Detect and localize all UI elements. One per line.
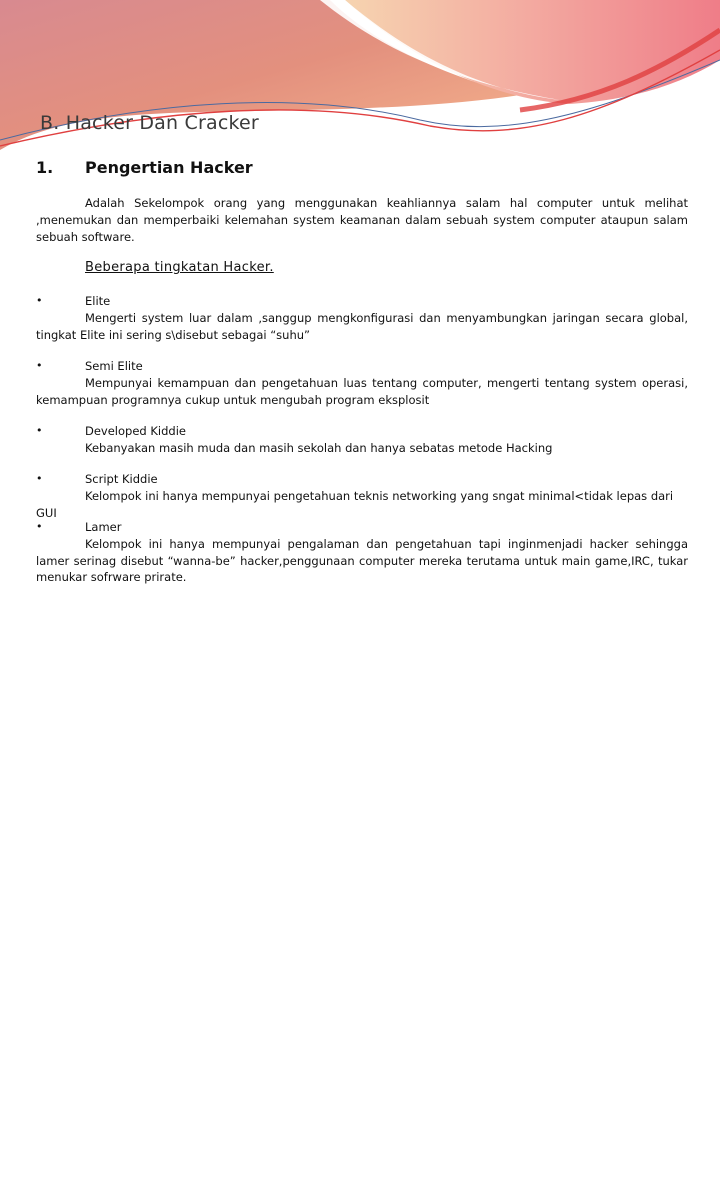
bullet-icon: •: [36, 424, 43, 437]
level-title: Lamer: [85, 520, 122, 534]
intro-paragraph: Adalah Sekelompok orang yang menggunakan keahliannya salam hal computer untuk melihat ,menemukan dan memperbaiki kelemahan system keamanan dalam sebuah system computer ataupun salam sebuah software.: [36, 196, 688, 244]
heading-text: Pengertian Hacker: [85, 158, 253, 177]
levels-heading: Beberapa tingkatan Hacker.: [85, 260, 274, 275]
level-title: Elite: [85, 294, 111, 308]
level-description: Kebanyakan masih muda dan masih sekolah dan hanya sebatas metode Hacking: [85, 440, 553, 455]
level-title: Script Kiddie: [85, 472, 158, 486]
level-description: Kelompok ini hanya mempunyai pengalaman dan pengetahuan tapi inginmenjadi hacker sehingga lamer serinag disebut “wanna-be” hacker,penggunaan computer mereka terutama untuk main game,IRC, tukar menukar sofrware prirate.: [36, 536, 688, 585]
level-description: Mempunyai kemampuan dan pengetahuan luas tentang computer, mengerti tentang system operasi, kemampuan programnya cukup untuk mengubah program eksplosit: [36, 375, 688, 407]
level-title: Semi Elite: [85, 359, 143, 373]
level-description: Kelompok ini hanya mempunyai pengetahuan teknis networking yang sngat minimal<tidak lepas dari GUI: [36, 488, 674, 520]
bullet-icon: •: [36, 520, 43, 533]
level-title: Developed Kiddie: [85, 424, 186, 438]
section-title: B. Hacker Dan Cracker: [40, 112, 259, 134]
level-description: Mengerti system luar dalam ,sanggup mengkonfigurasi dan menyambungkan jaringan secara global, tingkat Elite ini sering s\disebut sebagai “suhu”: [36, 310, 688, 342]
bullet-icon: •: [36, 472, 43, 485]
bullet-icon: •: [36, 359, 43, 372]
header-decoration: [0, 0, 720, 160]
bullet-icon: •: [36, 294, 43, 307]
heading-number: 1.: [36, 158, 54, 177]
